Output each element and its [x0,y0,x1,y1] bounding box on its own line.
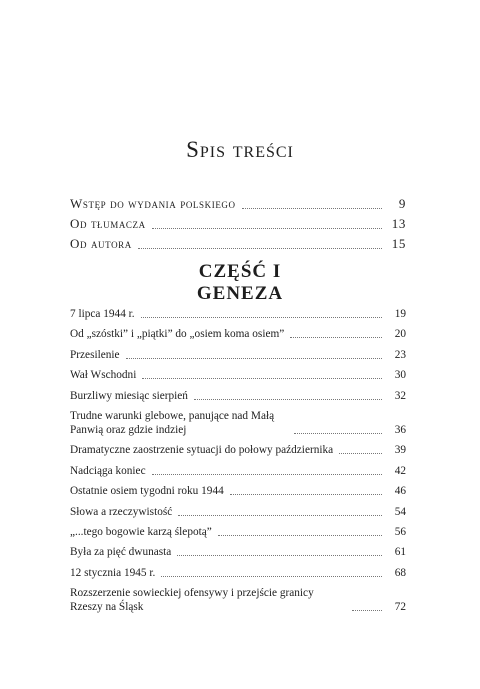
toc-entry[interactable] [70,368,406,382]
dot-leader [242,207,382,209]
dot-leader [218,534,382,536]
toc-entry-label: Nadciąga koniec [70,464,146,477]
toc-entry-label: Od tłumacza [70,216,146,231]
dot-leader [352,609,382,611]
part-heading [0,261,480,305]
part-name: GENEZA [196,283,284,304]
toc-entry[interactable] [70,348,406,362]
toc-entry-page: 20 [394,328,406,341]
toc-entry-page: 39 [394,444,406,457]
dot-leader [126,357,382,359]
toc-entry[interactable] [70,192,406,212]
toc-entry-label: Wstęp do wydania polskiego [70,196,236,211]
toc-entry-label: Trudne warunki glebowe, panujące nad Małą Panwią oraz gdzie indziej [70,409,275,436]
toc-entry[interactable] [70,307,406,321]
toc-entry[interactable] [70,409,406,437]
toc-entry[interactable] [70,545,406,559]
dot-leader [178,514,382,516]
dot-leader [290,336,382,338]
toc-entry-label: Słowa a rzeczywistość [70,505,173,518]
toc-entry[interactable] [70,443,406,457]
page-title: Spis treści [186,137,294,162]
toc-entry[interactable] [70,484,406,498]
toc-entry[interactable] [70,232,406,252]
dot-leader [177,554,382,556]
toc-entry[interactable] [70,464,406,478]
dot-leader [339,452,382,454]
dot-leader [152,473,382,475]
toc-entry-page: 72 [394,601,406,614]
toc-entry-page: 13 [391,216,406,231]
toc-entry-page: 54 [394,505,406,518]
toc-entry-page: 46 [394,485,406,498]
front-matter-list [70,192,406,252]
dot-leader [294,432,382,434]
toc-entry[interactable] [70,586,406,614]
part-number: CZĘŚĆ I [198,261,282,282]
toc-entry-page: 68 [394,566,406,579]
toc-entry-page: 36 [394,423,406,436]
toc-entry-label: 7 lipca 1944 r. [70,308,135,320]
toc-entry[interactable] [70,505,406,519]
toc-entry-page: 23 [394,348,406,361]
toc-entry-label: Przesilenie [70,348,120,361]
toc-entry[interactable] [70,212,406,232]
toc-entry-page: 56 [394,525,406,538]
toc-entry-label: Była za pięć dwunasta [70,546,172,559]
toc-entry[interactable] [70,389,406,403]
toc-entry-page: 32 [394,389,406,402]
dot-leader [141,316,382,318]
toc-entry-label: Dramatyczne zaostrzenie sytuacji do połowy października [70,444,334,457]
dot-leader [230,493,382,495]
dot-leader [152,227,382,229]
toc-entry-page: 19 [394,308,406,320]
toc-entry-label: Rozszerzenie sowieckiej ofensywy i przejście granicy Rzeszy na Śląsk [70,587,314,614]
dot-leader [161,575,382,577]
chapter-list [70,307,406,620]
toc-entry-page: 42 [394,464,406,477]
toc-entry-label: Wał Wschodni [70,369,137,382]
toc-entry-label: 12 stycznia 1945 r. [70,566,156,579]
dot-leader [194,398,382,400]
toc-entry-label: Burzliwy miesiąc sierpień [70,389,188,402]
toc-entry-page: 61 [394,546,406,559]
toc-entry[interactable] [70,525,406,539]
toc-entry-label: Ostatnie osiem tygodni roku 1944 [70,485,224,498]
toc-entry-label: „...tego bogowie karzą ślepotą” [70,525,212,538]
toc-entry-label: Od „szóstki” i „piątki” do „osiem koma osiem” [70,328,285,341]
toc-entry-page: 15 [391,236,406,251]
toc-entry[interactable] [70,327,406,341]
toc-entry-page: 9 [398,196,406,211]
toc-entry-label: Od autora [70,236,132,251]
dot-leader [138,247,382,249]
dot-leader [142,377,382,379]
toc-entry[interactable] [70,566,406,580]
toc-entry-page: 30 [394,369,406,382]
